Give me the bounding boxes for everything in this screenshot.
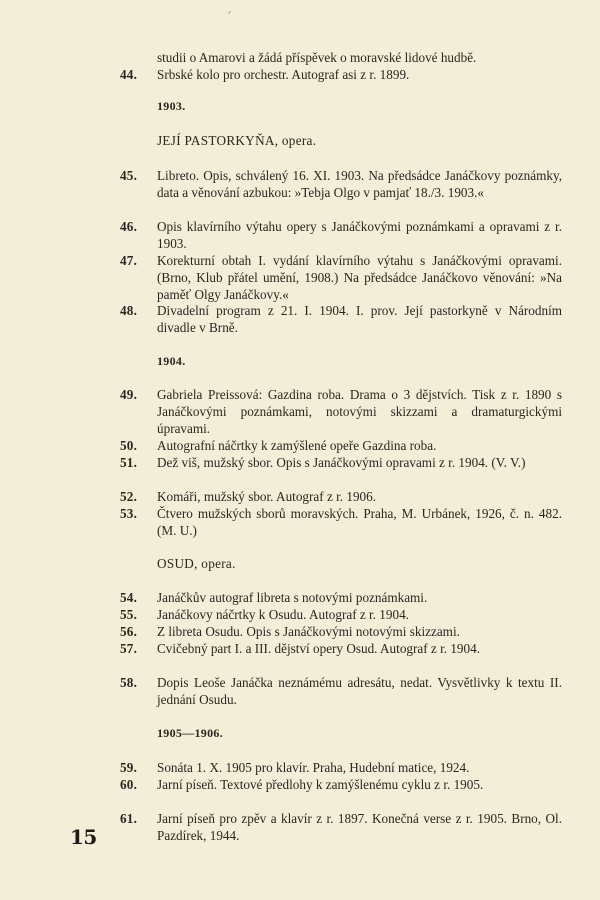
entry-text: Jarní píseň. Textové předlohy k zamýšlenému cyklu z r. 1905. [157,777,484,792]
entry-number: 56. [120,624,138,639]
entry-text: Gabriela Preissová: Gazdina roba. Drama o 3 dějstvích. Tisk z r. 1890 s Janáčkovými poznámkami, notovými skizzami a dramaturgickými úpravami. [157,387,562,436]
entry-text: Jarní píseň pro zpěv a klavír z r. 1897. Konečná verse z r. 1905. Brno, Ol. Pazdírek, 1944. [157,811,562,843]
page-number: 15 [70,825,97,849]
entry-text: Z libreta Osudu. Opis s Janáčkovými notovými skizzami. [157,624,460,639]
entry-number: 54. [120,590,138,605]
entry-text: Opis klavírního výtahu opery s Janáčkovými poznámkami a opravami z r. 1903. [157,219,562,251]
entry-number: 48. [120,303,138,318]
entry-number: 51. [120,455,138,470]
paper-speck [228,11,231,14]
opera-title-osud: OSUD, opera. [157,556,236,571]
entry-text: Srbské kolo pro orchestr. Autograf asi z r. 1899. [157,67,410,82]
entry-number: 45. [120,168,138,183]
entry-text: Cvičebný part I. a III. dějství opery Osud. Autograf z r. 1904. [157,641,481,656]
entry-number: 49. [120,387,138,402]
entry-text: Dež viš, mužský sbor. Opis s Janáčkovými opravami z r. 1904. (V. V.) [157,455,526,470]
entry-text: Dopis Leoše Janáčka neznámému adresátu, nedat. Vysvětlivky k textu II. jednání Osudu. [157,675,562,707]
entry-text: Autografní náčrtky k zamýšlené opeře Gazdina roba. [157,438,437,453]
entry-number: 44. [120,67,138,82]
continued-text-line: studii o Amarovi a žádá příspěvek o moravské lidové hudbě. [157,50,477,65]
entry-text: Komáři, mužský sbor. Autograf z r. 1906. [157,489,377,504]
entry-number: 55. [120,607,138,622]
entry-number: 53. [120,506,138,521]
entry-text: Janáčkovy náčrtky k Osudu. Autograf z r. 1904. [157,607,409,622]
year-heading-1903: 1903. [157,99,186,113]
entry-text: Libreto. Opis, schválený 16. XI. 1903. Na předsádce Janáčkovy poznámky, data a věnování azbukou: »Tebja Olgo v pamjať 18./3. 1903.« [157,168,562,200]
entry-number: 46. [120,219,138,234]
entry-number: 52. [120,489,138,504]
entry-number: 61. [120,811,138,826]
entry-number: 47. [120,253,138,268]
entry-text: Korekturní obtah I. vydání klavírního výtahu s Janáčkovými opravami. (Brno, Klub přátel umění, 1908.) Na předsádce Janáčkovo věnování: »Na paměť Olgy Janáčkovy.« [157,253,562,302]
entry-text: Čtvero mužských sborů moravských. Praha, M. Urbánek, 1926, č. n. 482. (M. U.) [157,506,562,538]
year-heading-1904: 1904. [157,354,186,368]
entry-text: Janáčkův autograf libreta s notovými poznámkami. [157,590,428,605]
entry-number: 60. [120,777,138,792]
entry-number: 50. [120,438,138,453]
entry-text: Sonáta 1. X. 1905 pro klavír. Praha, Hudební matice, 1924. [157,760,470,775]
opera-title-jeji-pastorkyna: JEJÍ PASTORKYŇA, opera. [157,133,317,148]
entry-number: 58. [120,675,138,690]
entry-text: Divadelní program z 21. I. 1904. I. prov. Její pastorkyně v Národním divadle v Brně. [157,303,562,335]
entry-number: 57. [120,641,138,656]
entry-number: 59. [120,760,138,775]
year-heading-1905-1906: 1905—1906. [157,726,223,740]
